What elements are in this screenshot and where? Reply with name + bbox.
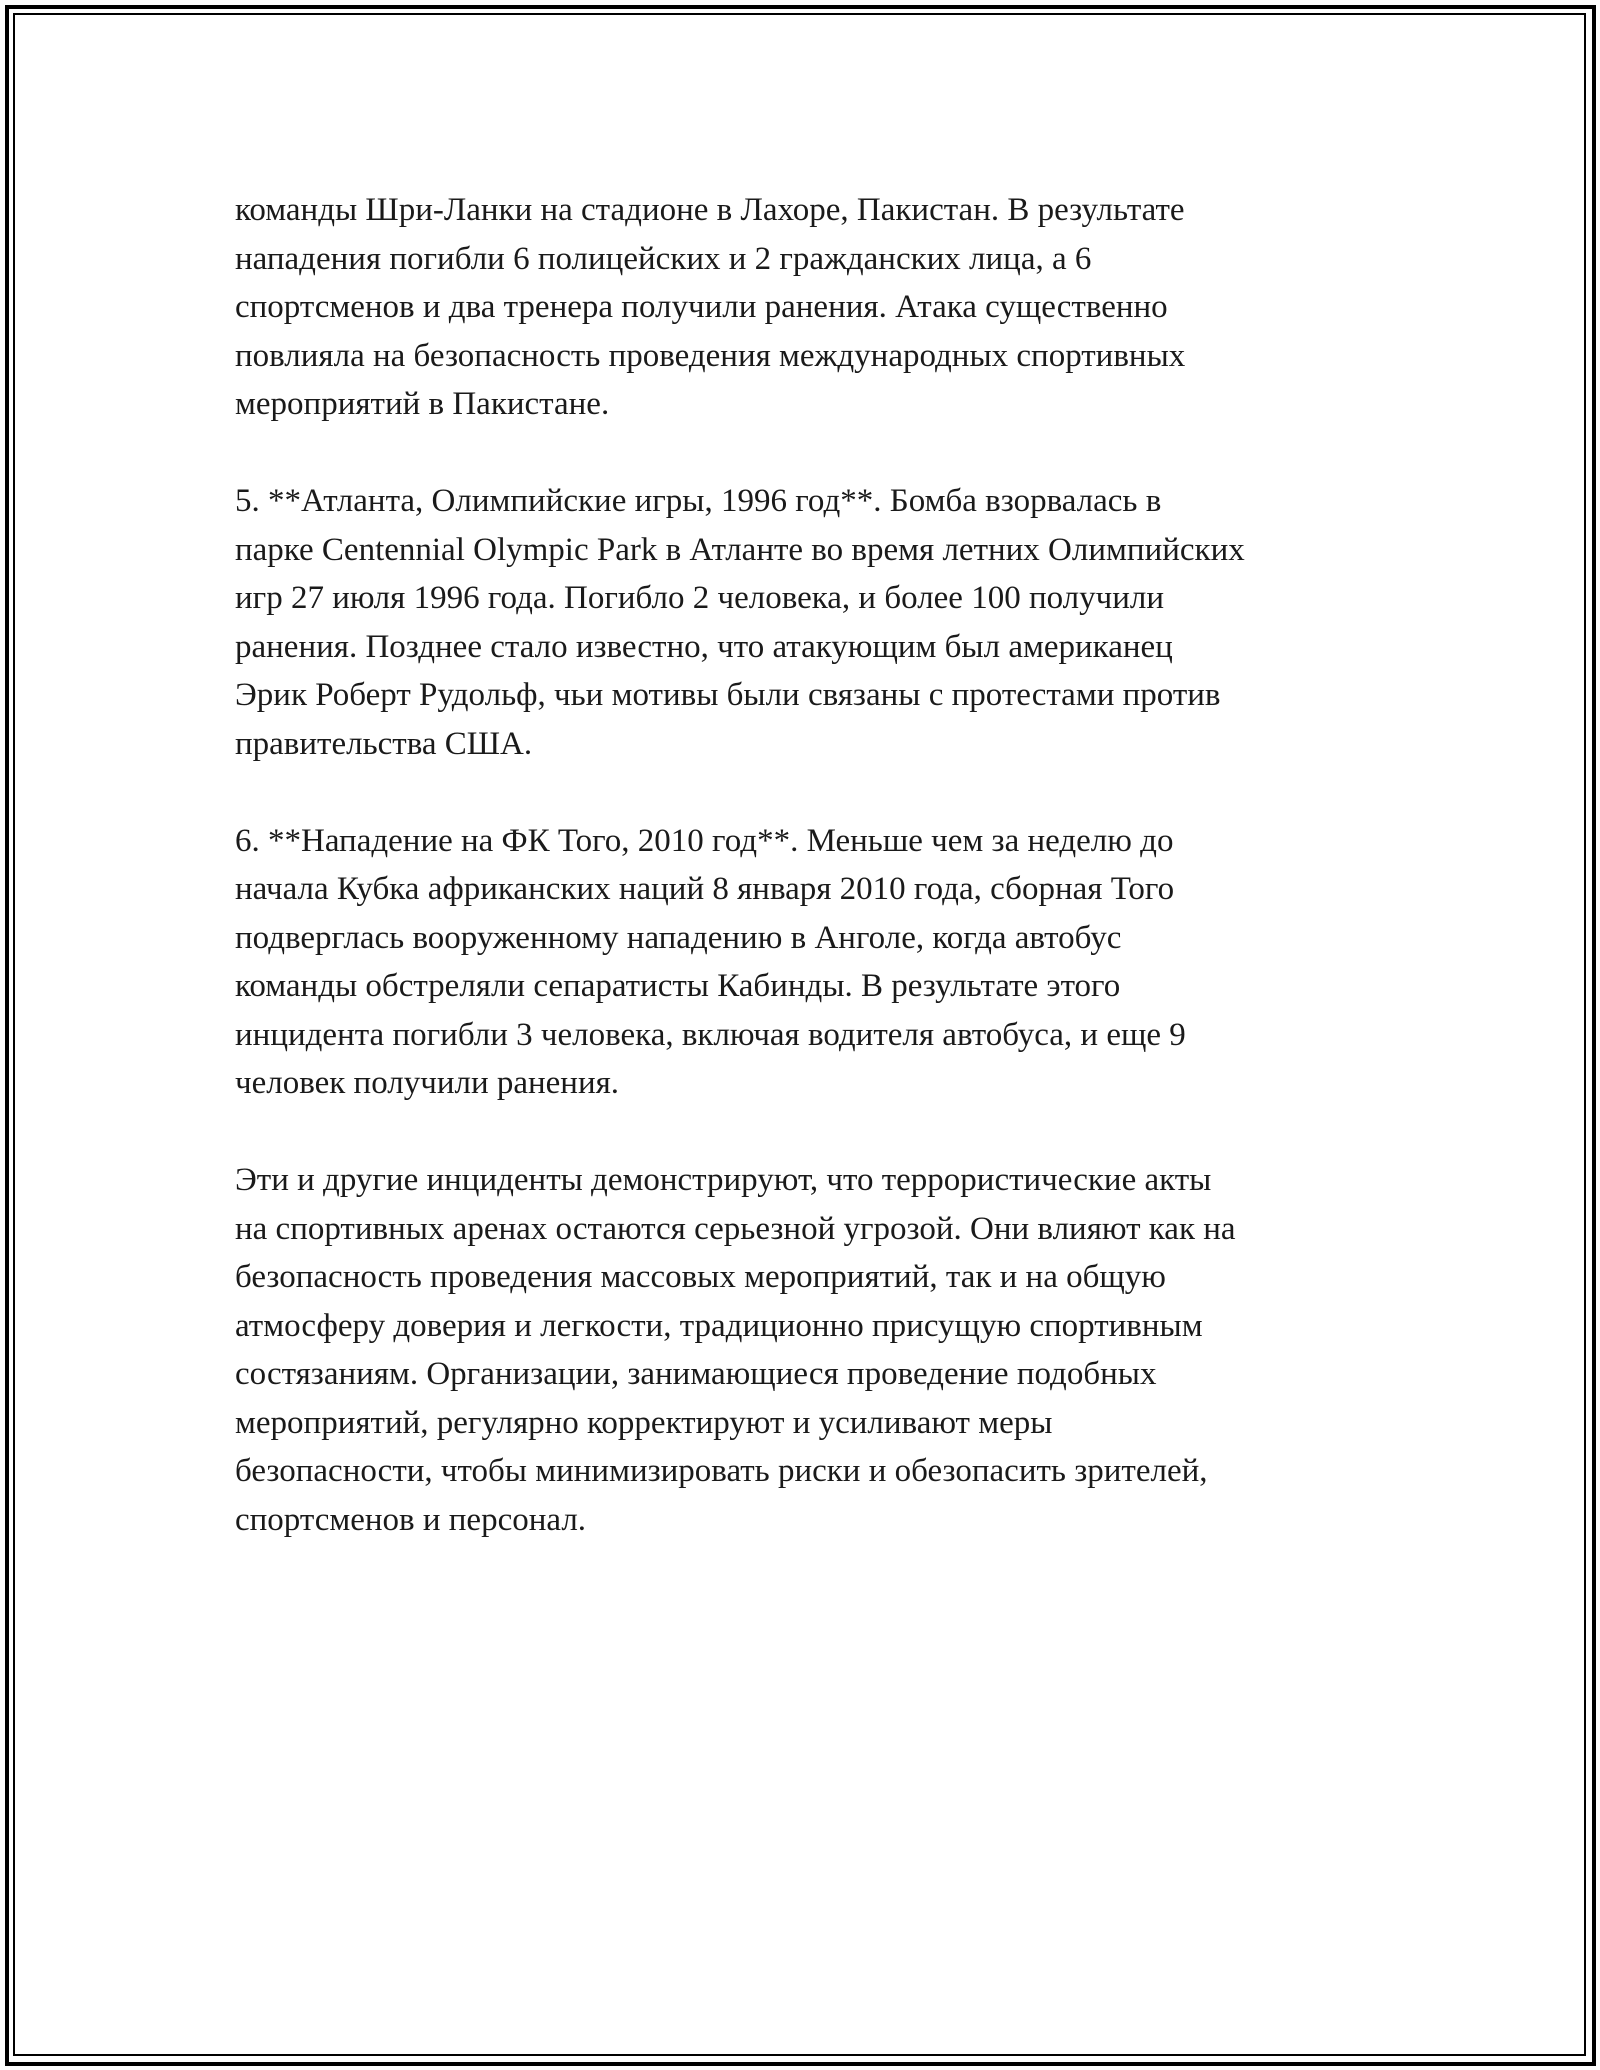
paragraph-togo-attack: 6. **Нападение на ФК Того, 2010 год**. Меньше чем за неделю до начала Кубка африканских наций 8 января 2010 года, сборная Того подверглась вооруженному нападению в Анголе, когда автобус команды обстреляли сепаратисты Кабинды. В результате этого инцидента погибли 3 человека, включая водителя автобуса, и еще 9 человек получили ранения. bbox=[235, 822, 1186, 1101]
document-body bbox=[235, 186, 1395, 1593]
paragraph-atlanta-olympics: 5. **Атланта, Олимпийские игры, 1996 год**. Бомба взорвалась в парке Centennial Olympic Park в Атланте во время летних Олимпийских игр 27 июля 1996 года. Погибло 2 человека, и более 100 получили ранения. Позднее стало известно, что атакующим был американец Эрик Роберт Рудольф, чьи мотивы были связаны с протестами против правительства США. bbox=[235, 483, 1245, 762]
paragraph-conclusion: Эти и другие инциденты демонстрируют, что террористические акты на спортивных аренах остаются серьезной угрозой. Они влияют как на безопасность проведения массовых мероприятий, так и на общую атмосферу доверия и легкости, традиционно присущую спортивным состязаниям. Организации, занимающиеся проведение подобных мероприятий, регулярно корректируют и усиливают меры безопасности, чтобы минимизировать риски и обезопасить зрителей, спортсменов и персонал. bbox=[235, 1162, 1236, 1538]
paragraph-lahore-attack: команды Шри-Ланки на стадионе в Лахоре, Пакистан. В результате нападения погибли 6 полицейских и 2 гражданских лица, а 6 спортсменов и два тренера получили ранения. Атака существенно повлияла на безопасность проведения международных спортивных мероприятий в Пакистане. bbox=[235, 192, 1186, 422]
